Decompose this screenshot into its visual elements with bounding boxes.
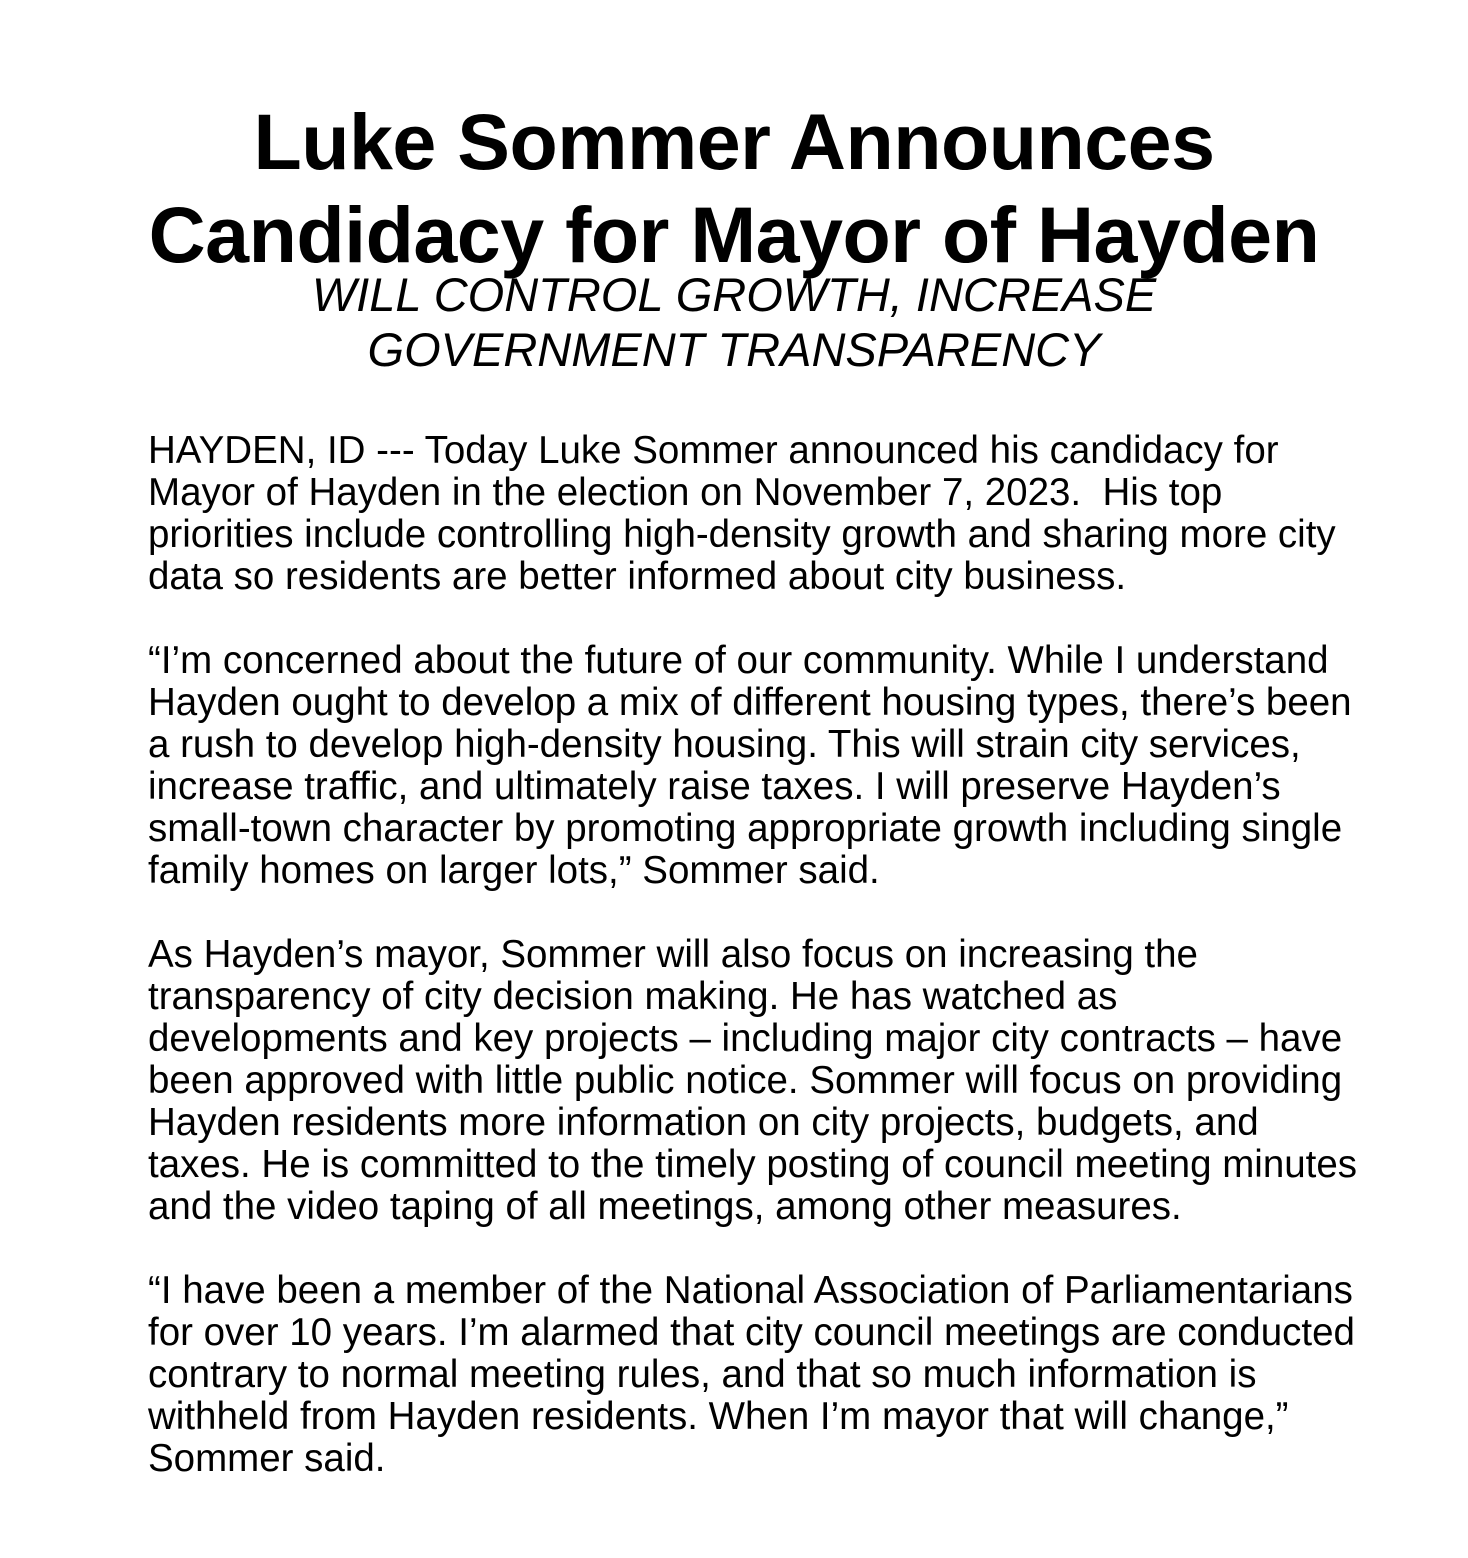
body-paragraph-2: “I’m concerned about the future of our community. While I understand Hayden ought to develop a mix of different housing types, there’s been a rush to develop high-density housing. This will strain city services, increase traffic, and ultimately raise taxes. I will preserve Hayden’s small-town character by promoting appropriate growth including single family homes on larger lots,” Sommer said. bbox=[148, 639, 1363, 892]
headline-line-2: Candidacy for Mayor of Hayden bbox=[148, 189, 1320, 279]
headline-line-1: Luke Sommer Announces bbox=[253, 96, 1215, 186]
page-title bbox=[70, 95, 1398, 281]
body-paragraph-1: HAYDEN, ID --- Today Luke Sommer announced his candidacy for Mayor of Hayden in the election on November 7, 2023. His top priorities include controlling high-density growth and sharing more city data so residents are better informed about city business. bbox=[148, 429, 1347, 598]
page-subtitle bbox=[120, 267, 1348, 377]
body-paragraph-3: As Hayden’s mayor, Sommer will also focus on increasing the transparency of city decision making. He has watched as developments and key projects – including major city contracts – have been approved with little public notice. Sommer will focus on providing Hayden residents more information on city projects, budgets, and taxes. He is committed to the timely posting of council meeting minutes and the video taping of all meetings, among other measures. bbox=[148, 933, 1368, 1228]
body-text bbox=[148, 430, 1366, 1480]
body-paragraph-4: “I have been a member of the National Association of Parliamentarians for over 10 years. I’m alarmed that city council meetings are conducted contrary to normal meeting rules, and that so much information is withheld from Hayden residents. When I’m mayor that will change,” Sommer said. bbox=[148, 1269, 1366, 1480]
subtitle-line-2: GOVERNMENT TRANSPARENCY bbox=[367, 323, 1101, 376]
subtitle-line-1: WILL CONTROL GROWTH, INCREASE bbox=[311, 268, 1157, 321]
